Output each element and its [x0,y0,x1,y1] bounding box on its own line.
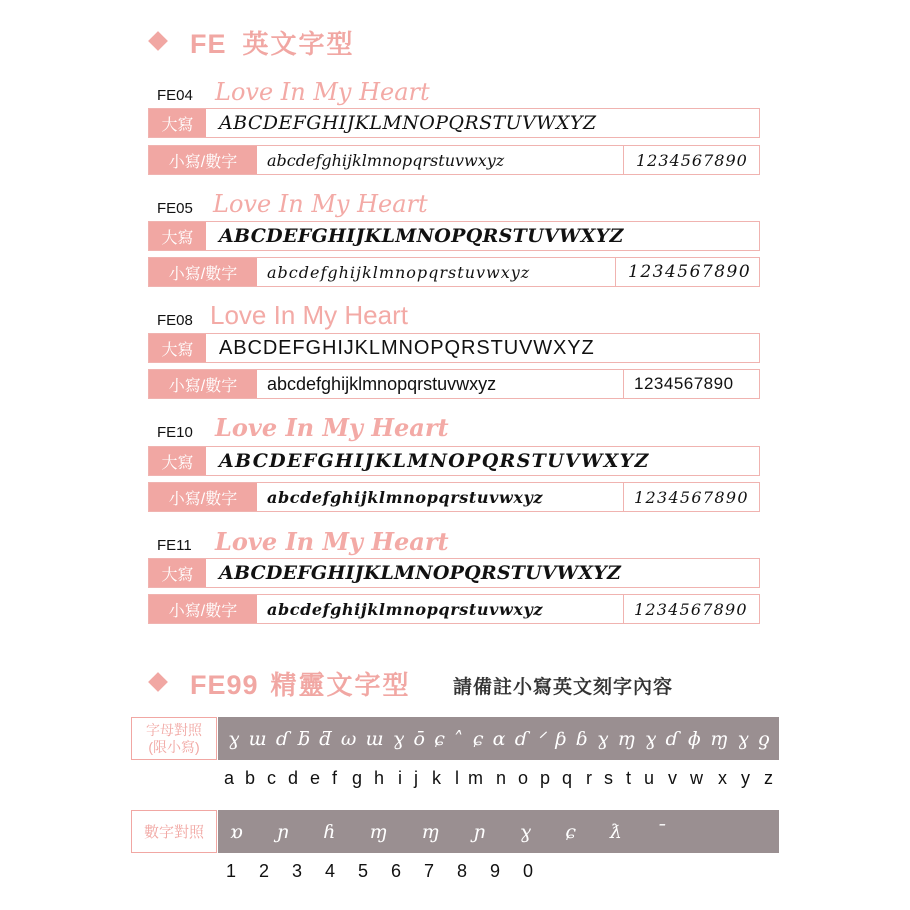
latin-letter: j [414,768,418,788]
digit-glyphs: 1234567890 [623,483,749,511]
section-title-fe [190,24,355,61]
latin-digit: 6 [391,861,402,881]
lowercase-digit-label: 小寫/數字 [149,370,257,398]
latin-letter: h [374,768,385,788]
latin-letter: c [267,768,276,788]
latin-letter: i [398,768,402,788]
letter-label-box [131,717,217,760]
font-sample: Love In My Heart [215,78,430,106]
lowercase-digit-label: 小寫/數字 [149,483,257,511]
latin-letter: q [562,768,573,788]
digit-glyphs: 1234567890 [623,146,748,174]
latin-letter: r [586,768,592,788]
uppercase-row [148,333,760,363]
font-sample: Love In My Heart [215,527,449,556]
latin-letter: o [518,768,529,788]
section-title-cn: 英文字型 [242,29,355,59]
section-code: FE99 [190,670,259,700]
lowercase-digit-row [148,594,760,624]
uppercase-glyphs: ABCDEFGHIJKLMNOPQRSTUVWXYZ [219,562,622,584]
latin-letter: g [352,768,363,788]
uppercase-row [148,558,760,588]
latin-digit: 3 [292,861,303,881]
lowercase-digit-row [148,482,760,512]
font-code: FE11 [157,537,192,554]
lowercase-digit-label: 小寫/數字 [149,595,257,623]
digit-label: 數字對照 [143,824,204,841]
latin-digit: 1 [226,861,237,881]
letter-label-line2: (限小寫) [148,738,200,755]
latin-digit: 7 [424,861,435,881]
latin-digit: 8 [457,861,468,881]
lowercase-glyphs: abcdefghijklmnopqrstuvwxyz [267,373,497,394]
letter-label-line1: 字母對照 [146,721,202,738]
lowercase-digit-row [148,257,760,287]
lowercase-digit-row [148,369,760,399]
latin-letter: p [540,768,551,788]
uppercase-row [148,446,760,476]
lowercase-digit-label: 小寫/數字 [149,258,257,286]
uppercase-label: 大寫 [149,559,206,587]
lowercase-digit-row [148,145,760,175]
uppercase-row [148,108,760,138]
latin-digit: 9 [490,861,501,881]
latin-letter-row [224,768,784,790]
elvish-letter-strip [218,717,779,760]
lowercase-glyphs: abcdefghijklmnopqrstuvwxyz [267,262,531,282]
font-code: FE04 [157,87,193,104]
uppercase-glyphs: ABCDEFGHIJKLMNOPQRSTUVWXYZ [219,450,650,472]
latin-letter: s [604,768,613,788]
latin-letter: b [245,768,256,788]
latin-letter: e [310,768,321,788]
section-code: FE [190,29,227,59]
latin-letter: l [455,768,459,788]
lowercase-digit-label: 小寫/數字 [149,146,257,174]
elvish-letter-glyphs: ɣ ɯ ɗ ƃ ƌ ω ɯ ɣ ō ɕ ˄ ɕ ɑ ɗ ᐟ ƥ ɓ ɣ ɱ ɣ ɗ ɸ ɱ ɣ ƍ [228,727,772,750]
lowercase-glyphs: abcdefghijklmnopqrstuvwxyz [267,599,544,619]
latin-letter: v [668,768,677,788]
uppercase-row [148,221,760,251]
uppercase-glyphs: ABCDEFGHIJKLMNOPQRSTUVWXYZ [219,336,595,359]
latin-letter: z [764,768,773,788]
latin-digit: 4 [325,861,336,881]
diamond-bullet-icon [148,672,168,692]
font-sample: Love In My Heart [210,300,408,330]
elvish-digit-strip [218,810,779,853]
font-code: FE08 [157,312,193,329]
latin-digit: 0 [523,861,534,881]
section-title-cn: 精靈文字型 [270,670,411,700]
latin-letter: d [288,768,299,788]
latin-letter: m [468,768,483,788]
font-sample: Love In My Heart [215,413,449,442]
digit-glyphs: 1234567890 [623,595,748,623]
latin-digit-row [226,861,546,883]
engraving-note: 請備註小寫英文刻字內容 [453,677,674,698]
lowercase-glyphs: abcdefghijklmnopqrstuvwxyz [267,150,505,170]
latin-letter: t [626,768,632,788]
latin-letter: f [332,768,338,788]
digit-glyphs: 1234567890 [623,370,734,398]
digit-label-box [131,810,217,853]
uppercase-glyphs: ABCDEFGHIJKLMNOPQRSTUVWXYZ [219,112,597,134]
uppercase-label: 大寫 [149,222,206,250]
latin-letter: y [741,768,750,788]
lowercase-glyphs: abcdefghijklmnopqrstuvwxyz [267,487,544,507]
diamond-bullet-icon [148,31,168,51]
latin-digit: 5 [358,861,369,881]
latin-letter: x [718,768,727,788]
uppercase-label: 大寫 [149,109,206,137]
uppercase-glyphs: ABCDEFGHIJKLMNOPQRSTUVWXYZ [219,225,624,247]
uppercase-label: 大寫 [149,334,206,362]
elvish-digit-glyphs: ɒ ɲ ɦ ɱ ɱ ɲ ɣ ɕ ƛ ˉ [230,820,680,843]
latin-letter: w [690,768,703,788]
latin-letter: k [432,768,441,788]
font-code: FE05 [157,200,193,217]
latin-letter: n [496,768,507,788]
font-code: FE10 [157,424,193,441]
section-title-fe99 [190,665,411,702]
digit-glyphs: 1234567890 [615,258,751,286]
latin-letter: u [644,768,655,788]
font-sample: Love In My Heart [213,190,428,218]
latin-letter: a [224,768,235,788]
latin-digit: 2 [259,861,270,881]
uppercase-label: 大寫 [149,447,206,475]
